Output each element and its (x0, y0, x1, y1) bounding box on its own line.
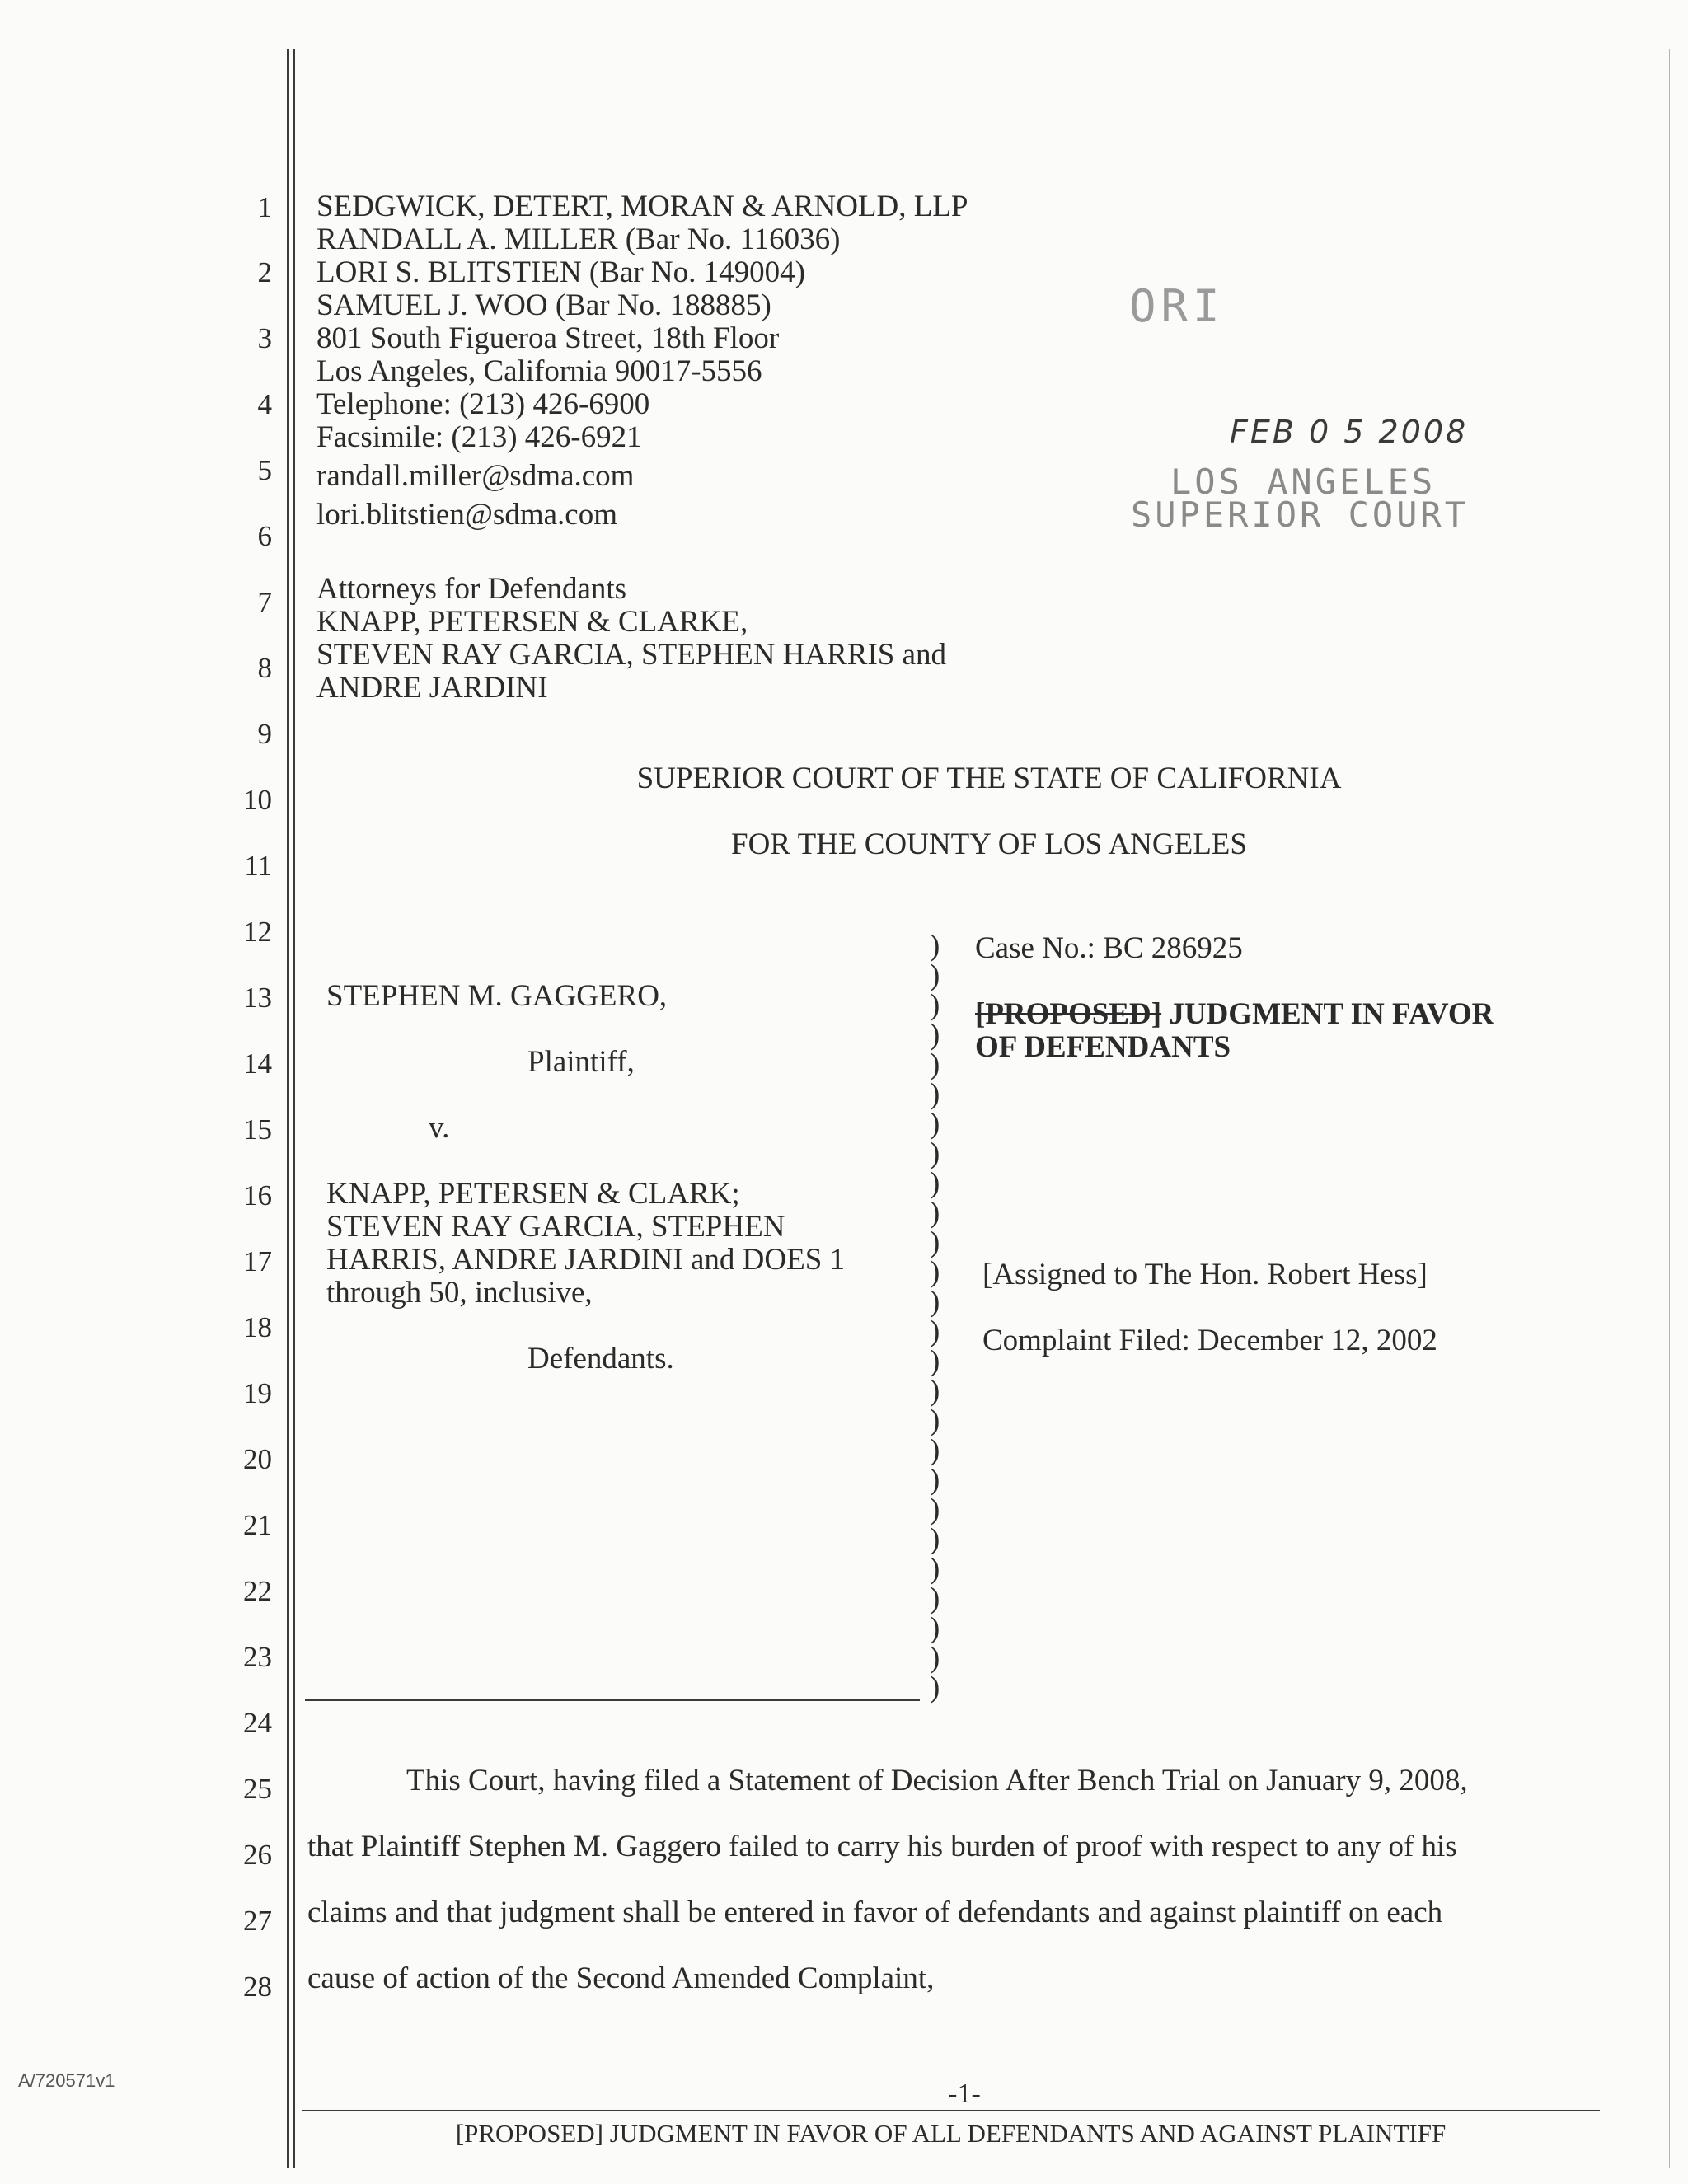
client-name: KNAPP, PETERSEN & CLARKE, (316, 605, 748, 639)
caption-paren: ) (930, 1226, 940, 1259)
footer-title: [PROPOSED] JUDGMENT IN FAVOR OF ALL DEFENDANTS AND AGAINST PLAINTIFF (455, 2119, 1447, 2148)
line-number: 3 (257, 322, 272, 354)
court-county: FOR THE COUNTY OF LOS ANGELES (731, 827, 1247, 861)
email: lori.blitstien@sdma.com (316, 498, 617, 532)
caption-paren: ) (930, 1522, 940, 1556)
line-number: 5 (257, 454, 272, 486)
caption-paren: ) (930, 1107, 940, 1141)
client-name: ANDRE JARDINI (316, 671, 548, 705)
attorney-name: RANDALL A. MILLER (Bar No. 116036) (316, 223, 841, 256)
left-margin-rule-inner (293, 49, 295, 2168)
line-number: 13 (243, 982, 272, 1014)
stamp-original-filed: ORI (1129, 280, 1225, 332)
line-number: 9 (257, 718, 272, 750)
versus: v. (429, 1111, 450, 1145)
line-number: 28 (243, 1971, 272, 2003)
line-number: 11 (244, 850, 272, 882)
caption-paren: ) (930, 958, 940, 992)
line-number: 24 (243, 1707, 272, 1739)
document-id: A/720571v1 (18, 2070, 115, 2091)
left-margin-rule-outer (287, 49, 289, 2168)
line-number: 1 (257, 191, 272, 223)
line-number: 21 (243, 1509, 272, 1541)
caption-paren: ) (930, 1285, 940, 1319)
caption-paren: ) (930, 1611, 940, 1645)
caption-paren: ) (930, 1582, 940, 1615)
body-line: claims and that judgment shall be entered in favor of defendants and against plaintiff on each (307, 1896, 1443, 1929)
document-title-line2: OF DEFENDANTS (975, 1030, 1231, 1064)
email: randall.miller@sdma.com (316, 459, 635, 493)
body-line: This Court, having filed a Statement of Decision After Bench Trial on January 9, 2008, (406, 1764, 1468, 1797)
caption-paren: ) (930, 1552, 940, 1586)
line-number: 16 (243, 1179, 272, 1212)
line-number: 6 (257, 520, 272, 552)
attorney-name: SAMUEL J. WOO (Bar No. 188885) (316, 288, 771, 322)
caption-paren: ) (930, 1463, 940, 1497)
stamp-line: SUPERIOR COURT (1131, 494, 1470, 535)
case-number: Case No.: BC 286925 (975, 931, 1243, 965)
caption-paren: ) (930, 1315, 940, 1348)
line-number: 27 (243, 1905, 272, 1937)
stamp-date: FEB 0 5 2008 (1230, 414, 1469, 450)
line-number: 20 (243, 1443, 272, 1475)
defendants-names: through 50, inclusive, (326, 1276, 593, 1310)
attorney-name: LORI S. BLITSTIEN (Bar No. 149004) (316, 255, 805, 289)
line-number: 7 (257, 586, 272, 618)
caption-paren: ) (930, 1018, 940, 1052)
caption-paren: ) (930, 1137, 940, 1170)
attorneys-for-label: Attorneys for Defendants (316, 572, 627, 606)
defendants-names: STEVEN RAY GARCIA, STEPHEN (326, 1210, 785, 1244)
line-number: 14 (243, 1047, 272, 1080)
line-number: 15 (243, 1113, 272, 1146)
street-address: 801 South Figueroa Street, 18th Floor (316, 321, 780, 355)
line-number: 26 (243, 1839, 272, 1871)
plaintiff-name: STEPHEN M. GAGGERO, (326, 979, 668, 1013)
caption-paren: ) (930, 1641, 940, 1675)
line-number: 10 (243, 784, 272, 816)
stamp-line: LOS ANGELES (1170, 462, 1437, 502)
line-number: 19 (243, 1377, 272, 1409)
document-title-text: JUDGMENT IN FAVOR (1161, 997, 1494, 1031)
line-number: 18 (243, 1311, 272, 1343)
line-number: 23 (243, 1641, 272, 1673)
defendants-names: HARRIS, ANDRE JARDINI and DOES 1 (326, 1243, 846, 1277)
client-name: STEVEN RAY GARCIA, STEPHEN HARRIS and (316, 638, 947, 672)
right-margin-rule (1669, 49, 1670, 2168)
telephone: Telephone: (213) 426-6900 (316, 387, 650, 421)
body-line: that Plaintiff Stephen M. Gaggero failed to carry his burden of proof with respect to any of his (307, 1830, 1457, 1863)
caption-bottom-rule (305, 1699, 920, 1701)
line-number: 17 (243, 1245, 272, 1277)
firm-name: SEDGWICK, DETERT, MORAN & ARNOLD, LLP (316, 190, 968, 223)
line-number: 2 (257, 256, 272, 288)
defendants-names: KNAPP, PETERSEN & CLARK; (326, 1177, 740, 1211)
line-number: 12 (243, 916, 272, 948)
caption-paren: ) (930, 1344, 940, 1378)
assigned-judge: [Assigned to The Hon. Robert Hess] (982, 1258, 1428, 1291)
city-address: Los Angeles, California 90017-5556 (316, 354, 762, 388)
document-title (975, 997, 1493, 1032)
caption-paren: ) (930, 929, 940, 963)
facsimile: Facsimile: (213) 426-6921 (316, 420, 642, 454)
struck-proposed: [PROPOSED] (975, 997, 1162, 1031)
body-line: cause of action of the Second Amended Complaint, (307, 1961, 935, 1995)
caption-paren: ) (930, 1166, 940, 1200)
caption-paren: ) (930, 1404, 940, 1437)
defendants-role: Defendants. (528, 1342, 674, 1376)
caption-paren: ) (930, 1493, 940, 1526)
complaint-filed: Complaint Filed: December 12, 2002 (982, 1324, 1437, 1357)
plaintiff-role: Plaintiff, (528, 1045, 635, 1079)
line-number: 25 (243, 1773, 272, 1805)
line-number: 22 (243, 1575, 272, 1607)
caption-paren: ) (930, 1077, 940, 1111)
page-number: -1- (948, 2079, 981, 2109)
caption-paren: ) (930, 988, 940, 1022)
caption-paren: ) (930, 1671, 940, 1704)
footer-rule (302, 2110, 1600, 2111)
court-title: SUPERIOR COURT OF THE STATE OF CALIFORNIA (636, 762, 1342, 795)
line-number: 4 (257, 388, 272, 420)
caption-paren: ) (930, 1196, 940, 1230)
caption-paren: ) (930, 1255, 940, 1289)
caption-paren: ) (930, 1374, 940, 1408)
line-number: 8 (257, 652, 272, 684)
caption-paren: ) (930, 1433, 940, 1467)
caption-paren: ) (930, 1047, 940, 1081)
